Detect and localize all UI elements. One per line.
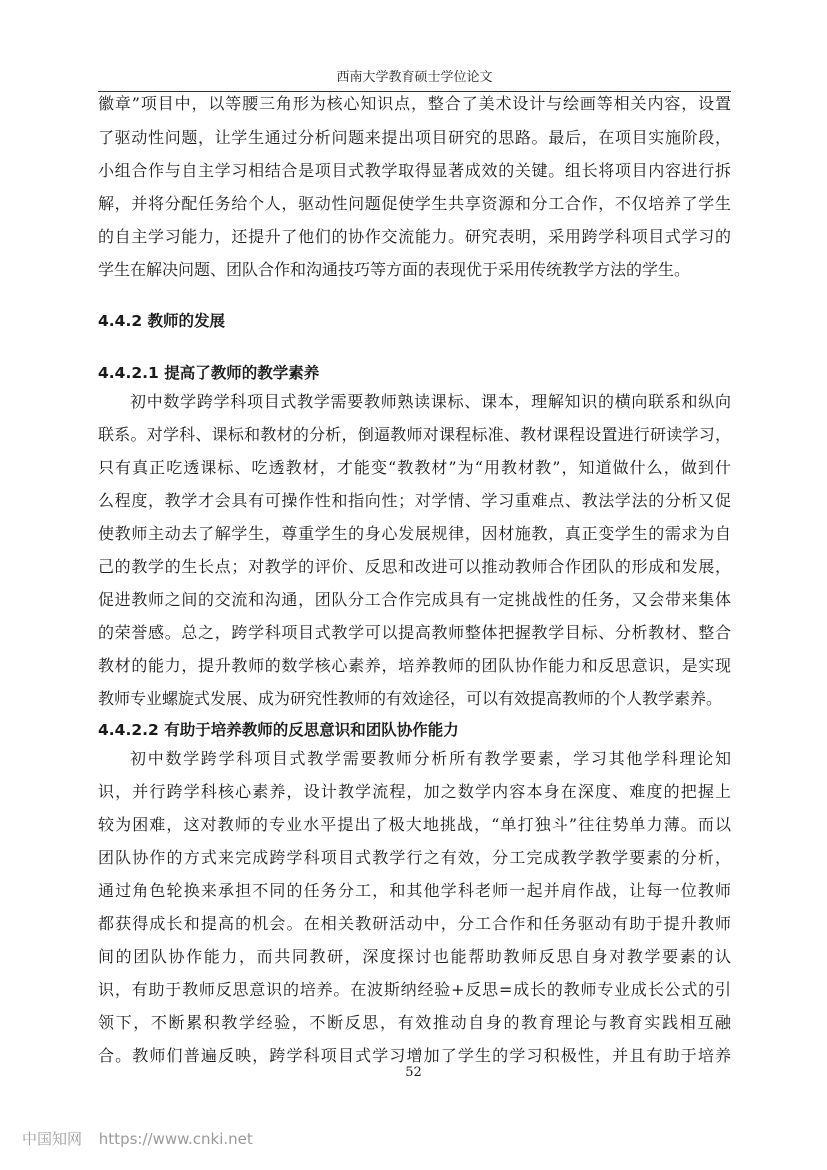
para2-line: 初中数学跨学科项目式教学需要教师熟读课标、课本，理解知识的横向联系和纵向 — [130, 392, 731, 411]
watermark-url: https://www.cnki.net — [98, 1130, 253, 1148]
watermark-site-name: 中国知网 — [22, 1130, 83, 1148]
section-heading: 4.4.2 教师的发展 — [98, 312, 226, 330]
para1-line: 的自主学习能力，还提升了他们的协作交流能力。研究表明，采用跨学科项目式学习的 — [98, 227, 731, 246]
para1-line: 解，并将分配任务给个人，驱动性问题促使学生共享资源和分工合作，不仅培养了学生 — [98, 194, 731, 213]
para3-line: 识，有助于教师反思意识的培养。在波斯纳经验+反思=成长的教师专业成长公式的引 — [98, 980, 731, 999]
page-number: 52 — [405, 1065, 422, 1080]
para3-line: 间的团队协作能力，而共同教研，深度探讨也能帮助教师反思自身对教学要素的认 — [98, 947, 731, 966]
para2-line: 联系。对学科、课标和教材的分析，倒逼教师对课程标准、教材课程设置进行研读学习， — [98, 425, 731, 444]
para2-line: 么程度，教学才会具有可操作性和指向性；对学情、学习重难点、教法学法的分析又促 — [98, 491, 731, 510]
para2-line: 己的教学的生长点；对教学的评价、反思和改进可以推动教师合作团队的形成和发展， — [98, 557, 731, 576]
para3-line: 初中数学跨学科项目式教学需要教师分析所有教学要素，学习其他学科理论知 — [130, 749, 731, 768]
para3-line: 识，并行跨学科核心素养，设计教学流程，加之数学内容本身在深度、难度的把握上 — [98, 782, 731, 801]
para1-line: 了驱动性问题，让学生通过分析问题来提出项目研究的思路。最后，在项目实施阶段， — [98, 128, 731, 147]
para3-line: 合。教师们普遍反映，跨学科项目式学习增加了学生的学习积极性，并且有助于培养 — [98, 1046, 731, 1065]
para2-line: 教师专业螺旋式发展、成为研究性教师的有效途径，可以有效提高教师的个人教学素养。 — [98, 689, 723, 708]
para3-line: 都获得成长和提高的机会。在相关教研活动中，分工合作和任务驱动有助于提升教师 — [98, 914, 731, 933]
para2-line: 使教师主动去了解学生，尊重学生的身心发展规律，因材施教，真正变学生的需求为自 — [98, 524, 731, 543]
para3-line: 领下，不断累积教学经验，不断反思，有效推动自身的教育理论与教育实践相互融 — [98, 1013, 731, 1032]
para2-line: 的荣誉感。总之，跨学科项目式教学可以提高教师整体把握教学目标、分析教材、整合 — [98, 623, 731, 642]
subsection-heading: 4.4.2.2 有助于培养教师的反思意识和团队协作能力 — [98, 721, 459, 739]
para3-line: 通过角色轮换来承担不同的任务分工，和其他学科老师一起并肩作战，让每一位教师 — [98, 881, 731, 900]
para3-line: 团队协作的方式来完成跨学科项目式教学行之有效，分工完成教学教学要素的分析， — [98, 848, 731, 867]
para1-line: 小组合作与自主学习相结合是项目式教学取得显著成效的关键。组长将项目内容进行拆 — [98, 161, 731, 180]
para2-line: 促进教师之间的交流和沟通，团队分工合作完成具有一定挑战性的任务，又会带来集体 — [98, 590, 731, 609]
subsection-heading: 4.4.2.1 提高了教师的教学素养 — [98, 364, 320, 382]
cnki-watermark — [22, 1128, 265, 1149]
running-header: 西南大学教育硕士学位论文 — [98, 66, 731, 92]
para1-line: 徽章”项目中，以等腰三角形为核心知识点，整合了美术设计与绘画等相关内容，设置 — [98, 94, 731, 113]
para3-line: 较为困难，这对教师的专业水平提出了极大地挑战，“单打独斗”往往势单力薄。而以 — [98, 815, 731, 834]
para1-line: 学生在解决问题、团队合作和沟通技巧等方面的表现优于采用传统教学方法的学生。 — [98, 260, 691, 279]
para2-line: 教材的能力，提升教师的数学核心素养，培养教师的团队协作能力和反思意识，是实现 — [98, 656, 731, 675]
para2-line: 只有真正吃透课标、吃透教材，才能变“教教材”为“用教材教”，知道做什么，做到什 — [98, 458, 731, 477]
